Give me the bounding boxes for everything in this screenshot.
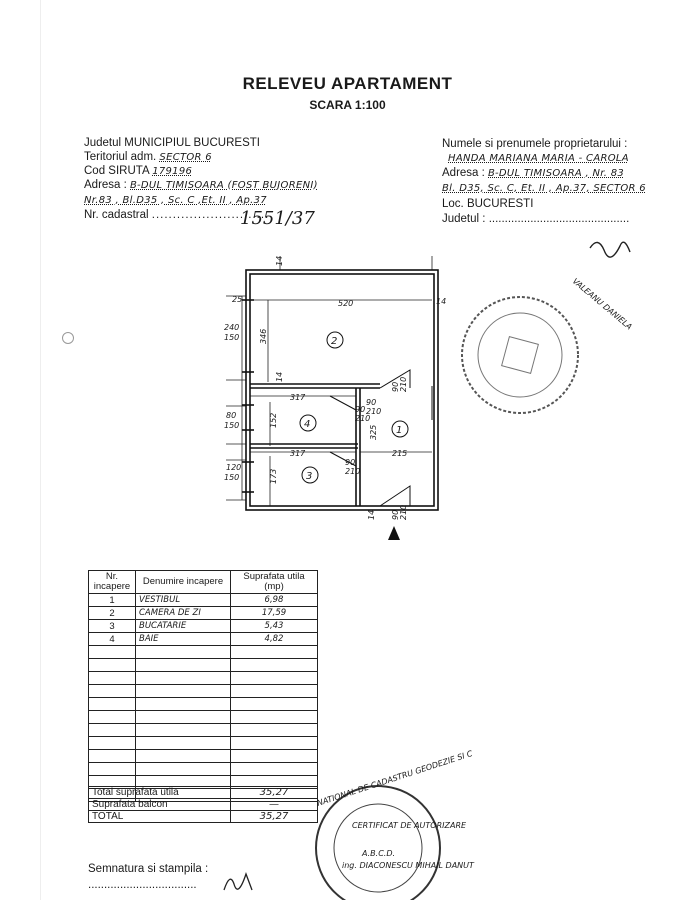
dim-room2-height: 346 <box>259 328 268 344</box>
empty-rows <box>89 646 318 802</box>
empty-cell <box>136 724 231 737</box>
cell-name: CAMERA DE ZI <box>136 607 231 620</box>
punch-hole <box>62 332 74 344</box>
empty-cell <box>136 763 231 776</box>
empty-cell <box>89 750 136 763</box>
adresa-label: Adresa : <box>84 179 127 191</box>
right-adresa-value-line2: Bl. D35, Sc. C, Et. II , Ap.37, SECTOR 6 <box>442 183 646 194</box>
room-label-4: 4 <box>304 419 311 430</box>
empty-cell <box>231 763 318 776</box>
empty-cell <box>231 724 318 737</box>
siruta-value: 179196 <box>152 166 193 177</box>
grand-total-label: TOTAL <box>89 811 231 823</box>
cell-nr: 3 <box>89 620 136 633</box>
empty-cell <box>231 750 318 763</box>
dim-top-width: 520 <box>338 299 354 308</box>
empty-cell <box>89 685 136 698</box>
empty-cell <box>89 737 136 750</box>
right-judet-label: Judetul : <box>442 213 486 225</box>
empty-cell <box>89 698 136 711</box>
empty-cell <box>231 698 318 711</box>
dim-win3-bot: 150 <box>224 473 240 482</box>
dim-win2-bot: 150 <box>224 333 240 342</box>
table-row <box>89 633 318 646</box>
cadastre-stamp-engineer: ing. DIACONESCU MIHAIL DANUT <box>342 861 474 870</box>
grand-total-value: 35,27 <box>231 811 318 823</box>
table-row-empty <box>89 711 318 724</box>
cell-area: 5,43 <box>231 620 318 633</box>
right-adresa-label: Adresa : <box>442 167 485 179</box>
balcony-value: — <box>231 799 318 811</box>
cell-nr: 2 <box>89 607 136 620</box>
table-row-empty <box>89 763 318 776</box>
dim-door-c-bot: 210 <box>345 467 361 476</box>
dim-room4-width: 317 <box>290 393 306 402</box>
dim-wall-25: 25 <box>232 295 243 304</box>
total-value: 35,27 <box>231 787 318 799</box>
engineer-stamp <box>462 297 578 413</box>
dim-door-a-bot: 210 <box>399 376 408 392</box>
dim-wall-14c: 14 <box>275 371 284 382</box>
empty-cell <box>136 646 231 659</box>
dim-door-d-top: 90 <box>391 509 400 520</box>
cadastre-stamp-title: CERTIFICAT DE AUTORIZARE <box>352 821 467 830</box>
empty-cell <box>136 672 231 685</box>
col-header-nr: Nr. incapere <box>89 571 136 594</box>
owner-value: HANDA MARIANA MARIA - CAROLA <box>448 153 629 164</box>
table-row-empty <box>89 685 318 698</box>
dim-corridor-width: 215 <box>392 449 408 458</box>
dim-door-e-top: 90 <box>366 398 377 407</box>
teritoriu-value: SECTOR 6 <box>159 152 212 163</box>
empty-cell <box>231 646 318 659</box>
adresa-value: B-DUL TIMISOARA (FOST BUJORENI) <box>130 180 318 191</box>
cadastre-stamp-letters: A.B.C.D. <box>362 849 396 858</box>
balcony-row <box>89 799 318 811</box>
cell-area: 6,98 <box>231 594 318 607</box>
empty-cell <box>136 698 231 711</box>
cadastral-value: 1551/37 <box>240 208 315 229</box>
empty-cell <box>231 711 318 724</box>
dim-room3-height: 173 <box>269 468 278 484</box>
cell-name: BAIE <box>136 633 231 646</box>
cell-area: 17,59 <box>231 607 318 620</box>
empty-cell <box>89 659 136 672</box>
col-header-name: Denumire incapere <box>136 571 231 594</box>
signature-label: Semnatura si stampila : <box>88 863 209 875</box>
empty-cell <box>136 711 231 724</box>
table-row-empty <box>89 672 318 685</box>
table-row <box>89 620 318 633</box>
dim-door-b-top: 90 <box>355 405 366 414</box>
empty-cell <box>231 685 318 698</box>
empty-cell <box>136 685 231 698</box>
adresa-value-line2: Nr.83 , Bl.D35 , Sc. C ,Et. II , Ap.37 <box>84 195 267 206</box>
table-row <box>89 607 318 620</box>
document-scale: SCARA 1:100 <box>309 98 386 112</box>
cadastre-stamp-ring: NATIONAL DE CADASTRU GEODEZIE SI C <box>315 748 474 808</box>
table-row-empty <box>89 737 318 750</box>
table-row-empty <box>89 750 318 763</box>
left-margin <box>0 0 41 900</box>
total-row <box>89 787 318 799</box>
right-adresa-value: B-DUL TIMISOARA , Nr. 83 <box>488 168 625 179</box>
dim-door-d-bot: 210 <box>399 504 408 520</box>
room-label-1: 1 <box>396 425 403 436</box>
owner-signature <box>220 866 270 896</box>
cadastre-stamp <box>316 786 440 900</box>
cell-name: BUCATARIE <box>136 620 231 633</box>
loc-label: Loc. <box>442 198 464 210</box>
cell-area: 4,82 <box>231 633 318 646</box>
engineer-stamp-name: VALEANU DANIELA <box>570 276 634 332</box>
total-label: Total suprafata utila <box>89 787 231 799</box>
cell-name: VESTIBUL <box>136 594 231 607</box>
right-judet-line: Judetul : ............................................ <box>442 213 630 225</box>
table-row <box>89 594 318 607</box>
signature-line: .................................. <box>88 879 197 891</box>
dim-corridor-height: 325 <box>369 424 378 440</box>
balcony-label: Suprafata balcon <box>89 799 231 811</box>
empty-cell <box>231 672 318 685</box>
empty-cell <box>136 659 231 672</box>
document-title: RELEVEU APARTAMENT <box>242 74 453 93</box>
empty-cell <box>89 763 136 776</box>
engineer-signature <box>590 242 630 257</box>
table-row-empty <box>89 724 318 737</box>
owner-label: Numele si prenumele proprietarului : <box>442 138 628 150</box>
cadastral-label: Nr. cadastral <box>84 209 149 221</box>
empty-cell <box>231 659 318 672</box>
empty-cell <box>89 724 136 737</box>
dim-win4-bot: 150 <box>224 421 240 430</box>
dim-wall-14d: 14 <box>367 509 376 520</box>
empty-cell <box>89 711 136 724</box>
dim-door-c-top: 90 <box>345 458 356 467</box>
grand-total-row <box>89 811 318 823</box>
dim-door-b-bot: 210 <box>355 414 371 423</box>
table-row-empty <box>89 646 318 659</box>
dim-win4-top: 80 <box>226 411 237 420</box>
empty-cell <box>231 737 318 750</box>
cell-nr: 4 <box>89 633 136 646</box>
dim-room4-height: 152 <box>269 412 278 428</box>
dim-door-a-top: 90 <box>391 381 400 392</box>
rooms-table <box>88 570 318 802</box>
empty-cell <box>136 750 231 763</box>
cell-nr: 1 <box>89 594 136 607</box>
empty-cell <box>89 646 136 659</box>
dim-room3-width: 317 <box>290 449 306 458</box>
dim-door-e-bot: 210 <box>366 407 382 416</box>
room-label-3: 3 <box>306 471 313 482</box>
col-header-area: Suprafata utila (mp) <box>231 571 318 594</box>
table-row-empty <box>89 659 318 672</box>
table-row-empty <box>89 698 318 711</box>
dim-wall-14a: 14 <box>436 297 447 306</box>
totals-table <box>88 786 318 823</box>
siruta-label: Cod SIRUTA <box>84 165 149 177</box>
judet-value: MUNICIPIUL BUCURESTI <box>124 137 260 149</box>
judet-label: Judetul <box>84 137 122 149</box>
loc-value: BUCURESTI <box>466 198 534 210</box>
cadastral-line: Nr. cadastral ............................ <box>84 209 270 221</box>
teritoriu-label: Teritoriul adm. <box>84 151 157 163</box>
empty-cell <box>136 737 231 750</box>
dim-win2-top: 240 <box>224 323 240 332</box>
empty-cell <box>89 672 136 685</box>
table-header-row <box>89 571 318 594</box>
room-label-2: 2 <box>331 336 338 347</box>
dim-wall-14b: 14 <box>275 255 284 266</box>
dim-win3-top: 120 <box>226 463 242 472</box>
